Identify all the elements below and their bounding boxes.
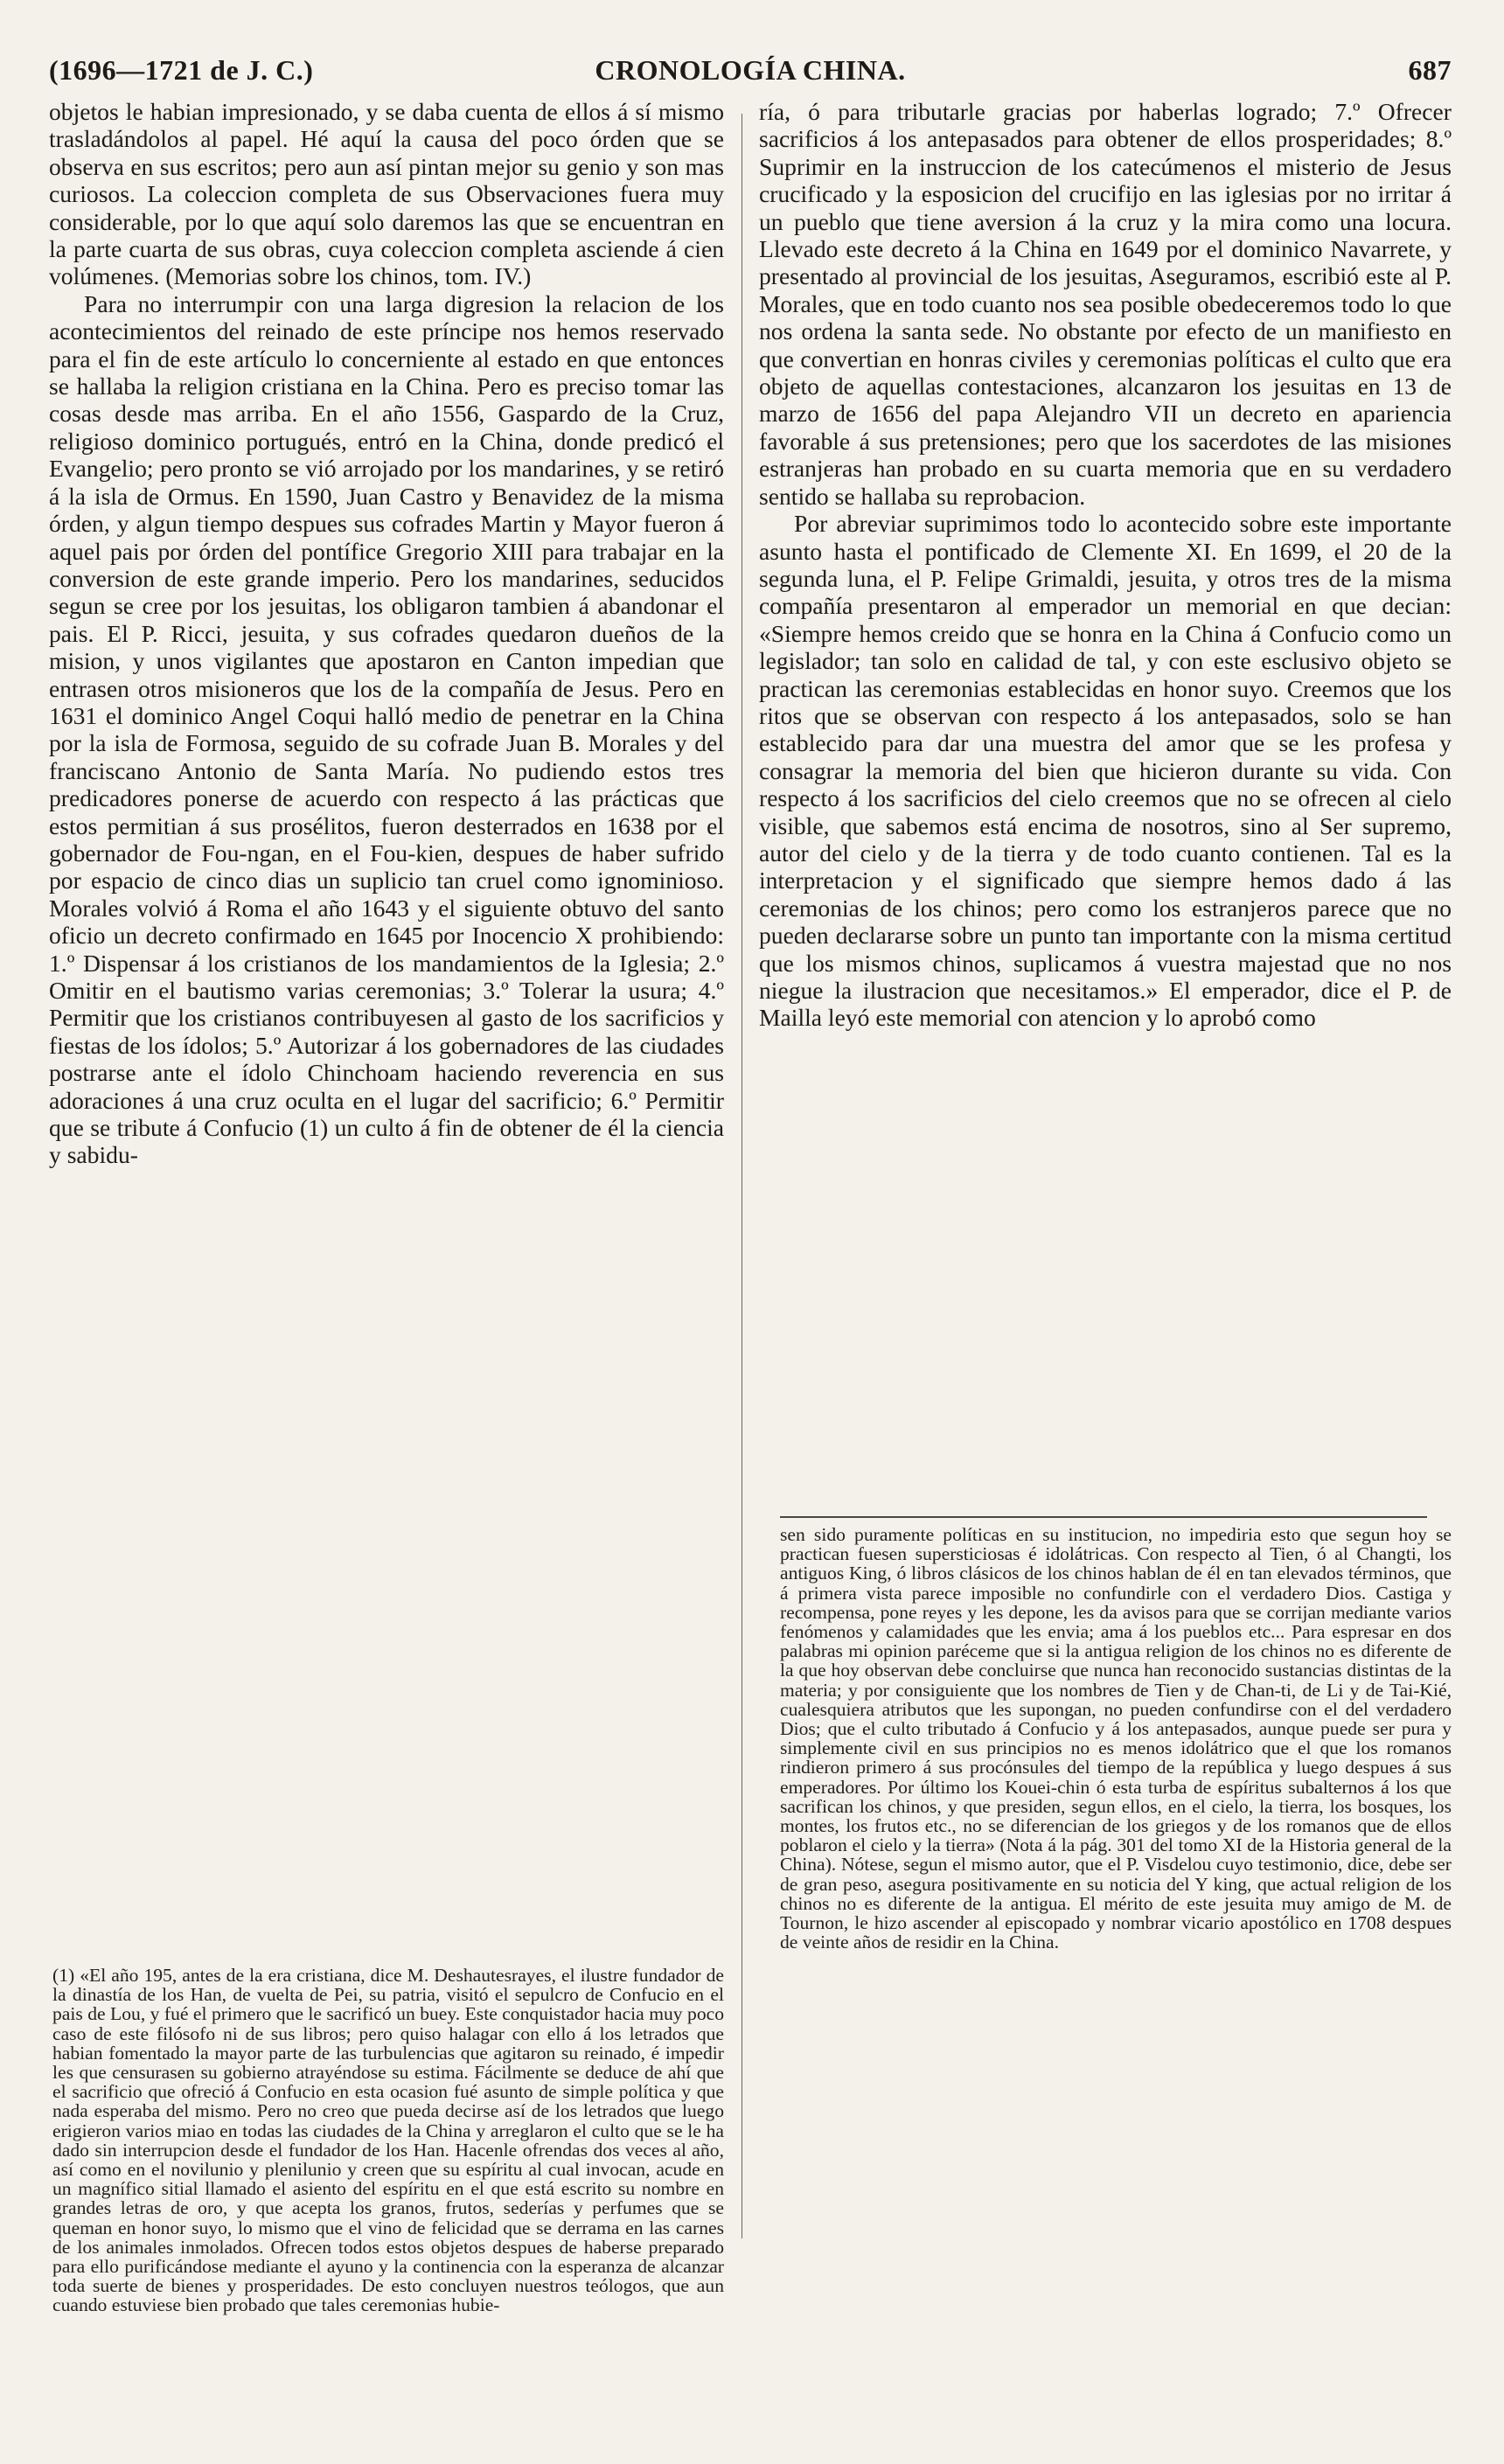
- header-title: CRONOLOGÍA CHINA.: [595, 54, 906, 86]
- right-paragraph-1: ría, ó para tributarle gracias por haberlas logrado; 7.º Ofrecer sacrificios á los antepasados para obtener de ellos prosperidades; 8.º Suprimir en la instruccion de los catecúmenos el misterio de Jesus crucificado y la esposicion del crucifijo en las iglesias por no irritar á un pueblo que tiene aversion á la cruz y la mira como una locura. Llevado este decreto á la China en 1649 por el dominico Navarrete, y presentado al provincial de los jesuitas, Aseguramos, escribió este al P. Morales, que en todo cuanto nos sea posible obedeceremos todo lo que nos ordena la santa sede. No obstante por efecto de un manifiesto en que convertian en honras civiles y ceremonias políticas el culto que era objeto de aquellas contestaciones, alcanzaron los jesuitas en 13 de marzo de 1656 del papa Alejandro VII un decreto en apariencia favorable á sus pretensiones; pero que los sacerdotes de las misiones estranjeras han probado en su cuarta memoria que en su verdadero sentido se hallaba su reprobacion.: [759, 98, 1452, 510]
- header-date-range: (1696—1721 de J. C.): [49, 54, 314, 86]
- footnote-right-text: sen sido puramente políticas en su institucion, no impediria esto que segun hoy se practican fuesen supersticiosas é idolátricas. Con respecto al Tien, ó al Changti, los antiguos King, ó libros clásicos de los chinos hablan de él en tan elevados términos, que á primera vista parece imposible no confundirle con el verdadero Dios. Castiga y recompensa, pone reyes y les depone, les da avisos para que se corrijan mediante varios fenómenos y calamidades que les envia; ama á los pueblos etc... Para espresar en dos palabras mi opinion paréceme que si la antigua religion de los chinos no es diferente de la que hoy observan debe concluirse que nunca han reconocido sustancias distintas de la materia; y por consiguiente que los nombres de Tien y de Chan-ti, de Li y de Tai-Kié, cualesquiera atributos que les supongan, no pueden confundirse con el del verdadero Dios; que el culto tributado á Confucio y á los antepasados, aunque puede ser pura y simplemente civil en sus principios no es menos idolátrico que el que los romanos rindieron primero á sus procónsules del tiempo de la república y luego despues á sus emperadores. Por último los Kouei-chin ó esta turba de espíritus subalternos á los que sacrifican los chinos, y que presiden, segun ellos, en el cielo, la tierra, los bosques, los montes, los frutos etc., no se diferencian de los griegos y de los romanos que de ellos poblaron el cielo y la tierra» (Nota á la pág. 301 del tomo XI de la Historia general de la China). Nótese, segun el mismo autor, que el P. Visdelou cuyo testimonio, dice, debe ser de gran peso, asegura positivamente en su noticia del Y king, que actual religion de los chinos no es diferente de la antigua. El mérito de este jesuita muy amigo de M. de Tournon, le hizo ascender al episcopado y nombrar vicario apostólico en 1708 despues de veinte años de residir en la China.: [780, 1524, 1452, 1953]
- left-paragraph-1: objetos le habian impresionado, y se daba cuenta de ellos á sí mismo trasladándolos al papel. Hé aquí la causa del poco órden que se observa en sus escritos; pero aun así pintan mejor su genio y son mas curiosos. La coleccion completa de sus Observaciones fuera muy considerable, por lo que aquí solo daremos las que se encuentran en la parte cuarta de sus obras, cuya coleccion completa asciende á cien volúmenes. (Memorias sobre los chinos, tom. IV.): [49, 98, 724, 290]
- footnote-left-text: [52, 1966, 724, 2315]
- page-number: 687: [1408, 54, 1452, 86]
- left-column: [49, 98, 724, 1169]
- right-paragraph-2: Por abreviar suprimimos todo lo acontecido sobre este importante asunto hasta el pontificado de Clemente XI. En 1699, el 20 de la segunda luna, el P. Felipe Grimaldi, jesuita, y otros tres de la misma compañía presentaron al emperador un memorial en que decian: «Siempre hemos creido que se honra en la China á Confucio como un legislador; tan solo en calidad de tal, y con este esclusivo objeto se practican las ceremonias establecidas en honor suyo. Creemos que los ritos que se observan con respecto á los antepasados, solo se han establecido para dar una muestra del amor que se les profesa y consagrar la memoria del bien que hicieron durante su vida. Con respecto á los sacrificios del cielo creemos que no se ofrecen al cielo visible, que sabemos está encima de nosotros, sino al Ser supremo, autor del cielo y de la tierra y de todo cuanto contienen. Tal es la interpretacion y el significado que siempre hemos dado á las ceremonias de los chinos; pero como los estranjeros parece que no pueden declararse sobre un punto tan importante con la misma certitud que los mismos chinos, suplicamos á vuestra majestad que no nos niegue la ilustracion que necesitamos.» El emperador, dice el P. de Mailla leyó este memorial con atencion y lo aprobó como: [759, 510, 1452, 1032]
- right-column: [759, 98, 1452, 1032]
- page-header: [49, 54, 1452, 93]
- left-paragraph-2: Para no interrumpir con una larga digresion la relacion de los acontecimientos del reinado de este príncipe nos hemos reservado para el fin de este artículo lo concerniente al estado en que entonces se hallaba la religion cristiana en la China. Pero es preciso tomar las cosas desde mas arriba. En el año 1556, Gaspardo de la Cruz, religioso dominico portugués, entró en la China, donde predicó el Evangelio; pero pronto se vió arrojado por los mandarines, y se retiró á la isla de Ormus. En 1590, Juan Castro y Benavidez de la misma órden, y algun tiempo despues sus cofrades Martin y Mayor fueron á aquel pais por órden del pontífice Gregorio XIII para trabajar en la conversion de este grande imperio. Pero los mandarines, seducidos segun se cree por los jesuitas, los obligaron tambien á abandonar el pais. El P. Ricci, jesuita, y sus cofrades quedaron dueños de la mision, y unos vigilantes que apostaron en Canton impedian que entrasen otros misioneros que los de la compañía de Jesus. Pero en 1631 el dominico Angel Coqui halló medio de penetrar en la China por la isla de Formosa, seguido de su cofrade Juan B. Morales y del franciscano Antonio de Santa María. No pudiendo estos tres predicadores ponerse de acuerdo con respecto á las prácticas que estos permitian á sus prosélitos, fueron desterrados en 1638 por el gobernador de Fou-ngan, en el Fou-kien, despues de haber sufrido por espacio de cinco dias un suplicio tan cruel como ignominioso. Morales volvió á Roma el año 1643 y el siguiente obtuvo del santo oficio un decreto confirmado en 1645 por Inocencio X prohibiendo: 1.º Dispensar á los cristianos de los mandamientos de la Iglesia; 2.º Omitir en el bautismo varias ceremonias; 3.º Tolerar la usura; 4.º Permitir que los cristianos contribuyesen al gasto de los sacrificios y fiestas de los ídolos; 5.º Autorizar á los gobernadores de las ciudades postrarse ante el ídolo Chinchoam haciendo reverencia en sus adoraciones á una cruz oculta en el lugar del sacrificio; 6.º Permitir que se tribute á Confucio (1) un culto á fin de obtener de él la ciencia y sabidu-: [49, 289, 724, 1169]
- footnote-separator: [780, 1516, 1427, 1518]
- footnote-left: [52, 1966, 724, 2315]
- footnote-left-body: «El año 195, antes de la era cristiana, dice M. Deshautesrayes, el ilustre fundador de la dinastía de los Han, de vuelta de Pei, su patria, visitó el sepulcro de Confucio en el pais de Lou, y fué el primero que le sacrificó un buey. Este conquistador hacia muy poco caso de este filósofo ni de sus libros; pero quiso halagar con ello á los letrados que habian fomentado la mayor parte de las turbulencias que agitaron su reinado, é impedir les que censurasen su gobierno atrayéndose su estima. Fácilmente se deduce de ahí que el sacrificio que ofreció á Confucio en esta ocasion fué asunto de simple política y que nada esperaba del mismo. Pero no creo que pueda decirse así de los letrados que luego erigieron varios miao en todas las ciudades de la China y arreglaron el culto que se le ha dado sin interrupcion desde el fundador de los Han. Hacenle ofrendas dos veces al año, así como en el novilunio y plenilunio y creen que su espíritu al cual invocan, acude en un magnífico sitial llamado el asiento del espíritu en el que está escrito su nombre en grandes letras de oro, y que acepta los granos, frutos, sederías y perfumes que se queman en honor suyo, lo mismo que el vino de felicidad que se derrama en las carnes de los animales inmolados. Ofrecen todos estos objetos despues de haberse preparado para ello purificándose mediante el ayuno y la continencia con la esperanza de alcanzar toda suerte de bienes y prosperidades. De esto concluyen nuestros teólogos, que aun cuando estuviese bien probado que tales ceremonias hubie-: [52, 1965, 724, 2316]
- footnote-label: (1): [52, 1965, 75, 1986]
- footnote-right: [780, 1516, 1452, 1952]
